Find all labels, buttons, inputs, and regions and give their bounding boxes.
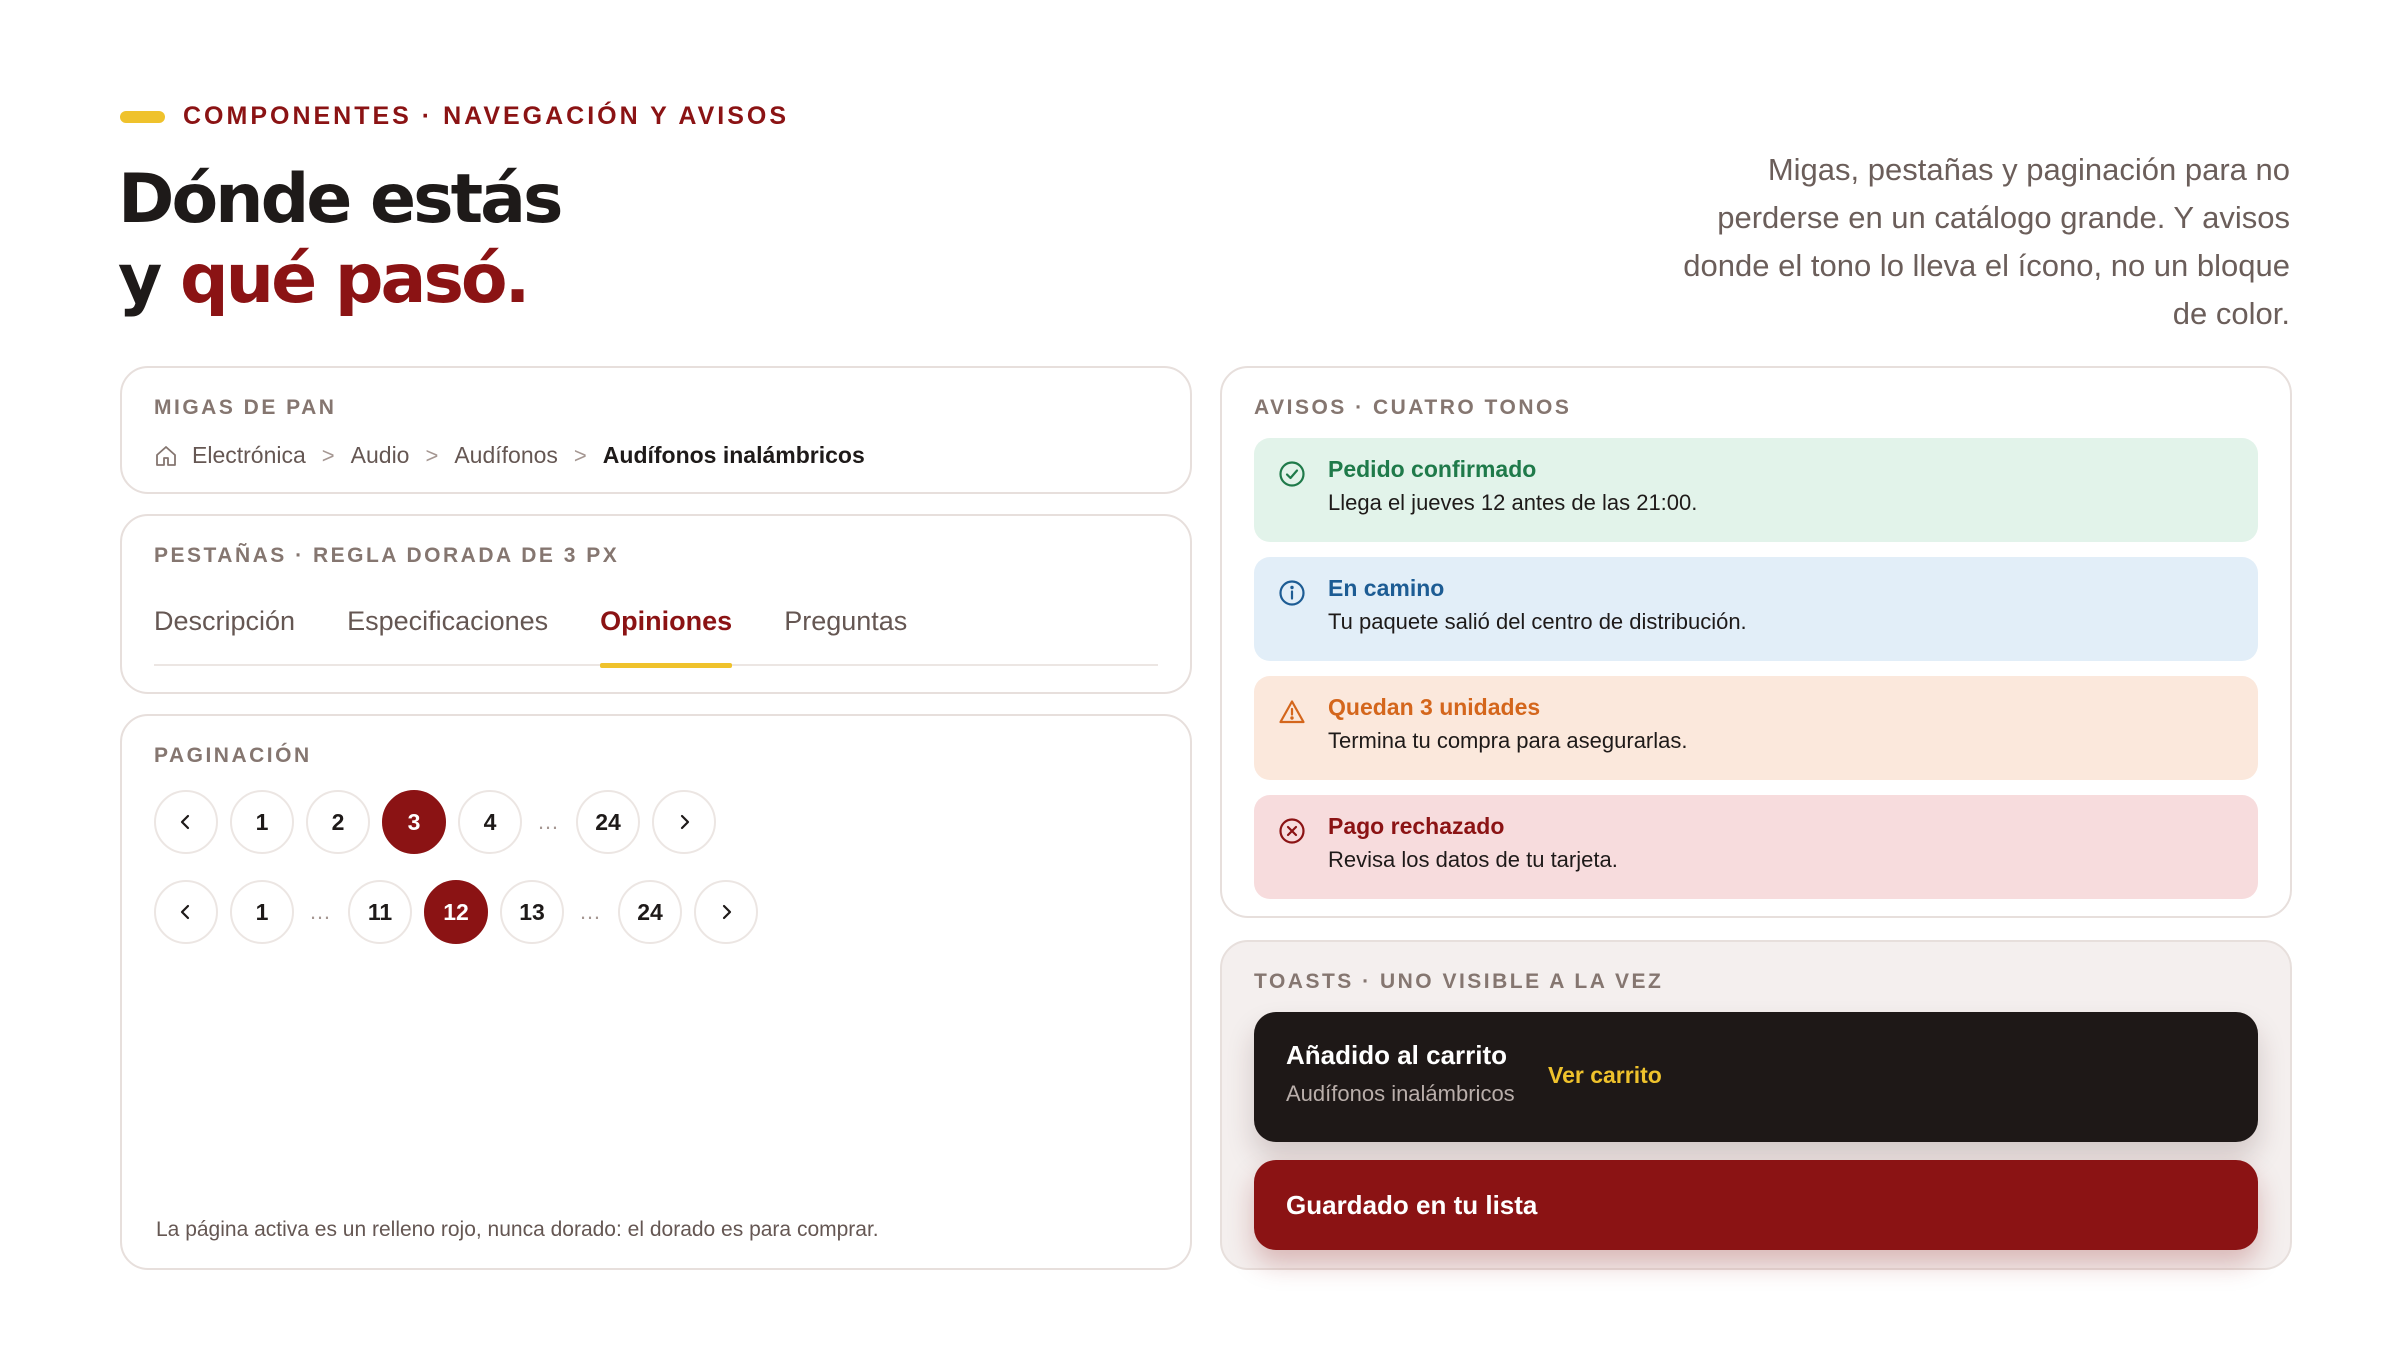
tabs-label: PESTAÑAS · REGLA DORADA DE 3 PX [154, 544, 620, 567]
prev-page-button[interactable] [154, 880, 218, 944]
chevron-right-icon [717, 903, 735, 921]
alert-title: Quedan 3 unidades [1328, 694, 1541, 720]
chevron-right-icon: > [425, 442, 439, 468]
chevron-left-icon [177, 813, 195, 831]
breadcrumb-current: Audífonos inalámbricos [602, 442, 865, 468]
page-button-active[interactable]: 12 [424, 880, 488, 944]
chevron-right-icon: > [321, 442, 335, 468]
tabs-card [120, 514, 1192, 694]
alert-body: Llega el jueves 12 antes de las 21:00. [1328, 490, 1698, 515]
page-button-active[interactable]: 3 [382, 790, 446, 854]
view-cart-link[interactable]: Ver carrito [1548, 1062, 1662, 1088]
intro-paragraph: Migas, pestañas y paginación para no perderse en un catálogo grande. Y avisos donde el tono lo lleva el ícono, no un bloque de color. [1683, 152, 2290, 331]
alert-body: Termina tu compra para asegurarlas. [1328, 728, 1688, 753]
toast-title: Guardado en tu lista [1286, 1189, 1538, 1220]
page-button[interactable]: 24 [618, 880, 682, 944]
breadcrumb [154, 442, 1158, 469]
tab-descripcion[interactable]: Descripción [154, 606, 296, 636]
chevron-left-icon [177, 903, 195, 921]
toasts-card [1220, 940, 2292, 1270]
breadcrumbs-card [120, 366, 1192, 494]
chevron-right-icon: > [573, 442, 587, 468]
toast-subtitle: Audífonos inalámbricos [1286, 1081, 1515, 1106]
breadcrumb-item-audifonos[interactable]: Audífonos [454, 442, 558, 468]
breadcrumb-item-electronica[interactable]: Electrónica [192, 442, 306, 468]
next-page-button[interactable] [652, 790, 716, 854]
pagination-label: PAGINACIÓN [154, 744, 312, 767]
headline-line-2-prefix: y [118, 240, 180, 319]
breadcrumb-item-audio[interactable]: Audio [350, 442, 410, 468]
page-button[interactable]: 4 [458, 790, 522, 854]
tab-preguntas[interactable]: Preguntas [784, 606, 908, 636]
eyebrow [120, 102, 789, 131]
headline-line-2-accent: qué pasó. [180, 240, 528, 319]
toasts-label: TOASTS · UNO VISIBLE A LA VEZ [1254, 970, 1664, 993]
page-button[interactable]: 1 [230, 790, 294, 854]
alert-error [1254, 795, 2258, 899]
pagination-ellipsis: … [537, 809, 561, 834]
pagination-row-1 [154, 790, 1158, 854]
page-button[interactable]: 11 [348, 880, 412, 944]
alert-success [1254, 438, 2258, 542]
eyebrow-accent-bar [120, 111, 165, 123]
prev-page-button[interactable] [154, 790, 218, 854]
headline-line-1: Dónde estás [118, 160, 561, 239]
tab-opiniones[interactable]: Opiniones [600, 596, 732, 666]
error-circle-icon [1278, 817, 1306, 850]
alert-title: Pedido confirmado [1328, 456, 1537, 482]
alert-body: Tu paquete salió del centro de distribución. [1328, 609, 1747, 634]
page-button[interactable]: 13 [500, 880, 564, 944]
warning-triangle-icon [1278, 698, 1306, 731]
info-circle-icon [1278, 579, 1306, 612]
toast-title: Añadido al carrito [1286, 1040, 1508, 1070]
next-page-button[interactable] [694, 880, 758, 944]
pagination-note: La página activa es un relleno rojo, nunca dorado: el dorado es para comprar. [156, 1218, 879, 1241]
page-title [118, 160, 561, 320]
alert-body: Revisa los datos de tu tarjeta. [1328, 847, 1618, 872]
home-icon[interactable] [154, 444, 178, 468]
breadcrumbs-label: MIGAS DE PAN [154, 396, 337, 419]
alerts-card [1220, 366, 2292, 918]
page-button[interactable]: 1 [230, 880, 294, 944]
chevron-right-icon [675, 813, 693, 831]
alert-info [1254, 557, 2258, 661]
alert-title: Pago rechazado [1328, 813, 1505, 839]
alerts-label: AVISOS · CUATRO TONOS [1254, 396, 1572, 419]
toast-added-to-cart [1254, 1012, 2258, 1142]
pagination-card [120, 714, 1192, 1270]
page-button[interactable]: 24 [576, 790, 640, 854]
toast-saved-to-list [1254, 1160, 2258, 1250]
eyebrow-text: COMPONENTES · NAVEGACIÓN Y AVISOS [183, 102, 790, 130]
check-circle-icon [1278, 460, 1306, 493]
alert-warning [1254, 676, 2258, 780]
pagination-ellipsis: … [309, 899, 333, 924]
tab-bar [154, 596, 1158, 666]
pagination-row-2 [154, 880, 1158, 944]
page-button[interactable]: 2 [306, 790, 370, 854]
tab-especificaciones[interactable]: Especificaciones [347, 606, 549, 636]
pagination-ellipsis: … [579, 899, 603, 924]
alert-title: En camino [1328, 575, 1445, 601]
